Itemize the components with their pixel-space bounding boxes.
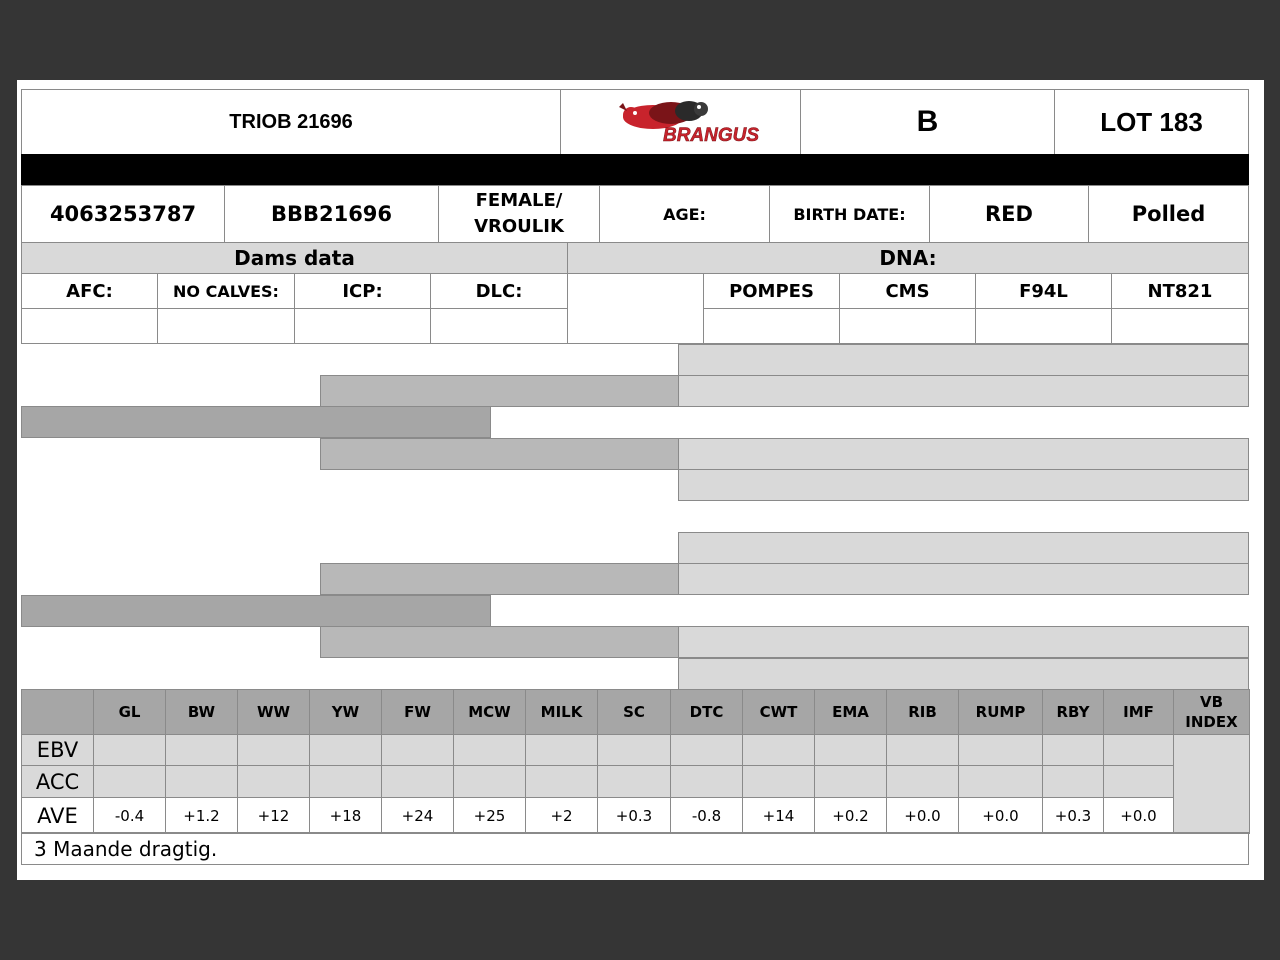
afc-label: AFC:: [66, 280, 113, 302]
pedigree-gd-2: [320, 626, 679, 658]
ebv-ave-rump-text: +0.0: [982, 806, 1019, 825]
ebv-ave-yw-text: +18: [329, 806, 362, 825]
lot-card: [17, 80, 1264, 880]
ebv-ave-rump: [958, 797, 1043, 834]
dams-value-icp: [294, 308, 431, 344]
ebv-acc-yw: [309, 765, 382, 798]
ebv-header-rump-text: RUMP: [975, 703, 1026, 721]
ebv-row-label-ave: [21, 797, 94, 834]
ebv-ave-bw-text: +1.2: [183, 806, 220, 825]
ebv-ave-sc-text: +0.3: [615, 806, 653, 825]
ebv-ebv-cwt: [742, 734, 815, 766]
ebv-ave-ww: [237, 797, 310, 834]
animal-name: [21, 89, 561, 155]
ebv-ave-mcw: [453, 797, 526, 834]
ebv-header-rib: [886, 689, 959, 735]
tattoo-text: BBB21696: [270, 202, 393, 226]
ebv-ebv-fw: [381, 734, 454, 766]
ebv-ebv-milk: [525, 734, 598, 766]
ebv-ave-gl: [93, 797, 166, 834]
ebv-header-yw-text: YW: [331, 703, 360, 721]
dams-value-afc: [21, 308, 158, 344]
ebv-acc-rby: [1042, 765, 1104, 798]
breed-logo: [560, 89, 801, 155]
ebv-ave-milk: [525, 797, 598, 834]
animal-name-text: TRIOB 21696: [229, 110, 353, 133]
ebv-ebv-yw: [309, 734, 382, 766]
pedigree-gs-2: [320, 563, 679, 595]
dna-title-text: DNA:: [879, 246, 937, 270]
f94l-label: F94L: [1019, 280, 1068, 302]
ebv-acc-sc: [597, 765, 671, 798]
lot-number-text: LOT 183: [1100, 106, 1203, 137]
ebv-acc-imf: [1103, 765, 1174, 798]
ebv-ave-dtc-text: -0.8: [691, 806, 722, 825]
dna-col-pompes: [703, 273, 840, 309]
grade: [800, 89, 1055, 155]
ebv-header-rby: [1042, 689, 1104, 735]
ebv-header-gl-text: GL: [118, 703, 141, 721]
colour: [929, 185, 1089, 243]
ebv-header-milk-text: MILK: [540, 703, 583, 721]
dna-value-nt821: [1111, 308, 1249, 344]
ebv-acc-rib: [886, 765, 959, 798]
ebv-acc-cwt: [742, 765, 815, 798]
ebv-ebv-gl: [93, 734, 166, 766]
ebv-header-rib-text: RIB: [908, 703, 937, 721]
pedigree-sire: [21, 406, 491, 438]
ebv-ebv-imf: [1103, 734, 1174, 766]
birth-date-label-text: BIRTH DATE:: [793, 204, 906, 224]
ebv-ebv-dtc: [670, 734, 743, 766]
dams-value-no-calves: [157, 308, 295, 344]
ebv-header-ww-text: WW: [256, 703, 291, 721]
ebv-ebv-mcw: [453, 734, 526, 766]
dna-col-f94l: [975, 273, 1112, 309]
tattoo: [224, 185, 439, 243]
dams-col-afc: [21, 273, 158, 309]
dams-col-icp: [294, 273, 431, 309]
cattle-logo-icon: [601, 95, 761, 149]
ebv-acc-ema: [814, 765, 887, 798]
ebv-acc-bw: [165, 765, 238, 798]
ebv-header-yw: [309, 689, 382, 735]
dna-title: [567, 242, 1249, 274]
id-number-text: 4063253787: [49, 202, 197, 226]
ebv-ave-bw: [165, 797, 238, 834]
ebv-ave-cwt-text: +14: [762, 806, 795, 825]
ebv-header-rump: [958, 689, 1043, 735]
ebv-ave-rib-text: +0.0: [904, 806, 941, 825]
ebv-ave-ww-text: +12: [257, 806, 290, 825]
ebv-header-rby-text: RBY: [1056, 703, 1090, 721]
ebv-ebv-sc: [597, 734, 671, 766]
ebv-header-bw-text: BW: [187, 703, 216, 721]
ebv-acc-fw: [381, 765, 454, 798]
dams-col-dlc: [430, 273, 568, 309]
id-number: [21, 185, 225, 243]
icp-label: ICP:: [342, 280, 383, 302]
horn-status-text: Polled: [1131, 202, 1206, 226]
pedigree-ggd-1: [678, 375, 1249, 407]
black-divider: [21, 154, 1249, 186]
dams-col-no-calves: [157, 273, 295, 309]
ebv-ave-fw-text: +24: [401, 806, 434, 825]
ebv-ave-milk-text: +2: [550, 806, 573, 825]
pedigree-ggd-2: [678, 469, 1249, 501]
ebv-acc-gl: [93, 765, 166, 798]
dlc-label: DLC:: [475, 280, 523, 302]
ebv-ave-yw: [309, 797, 382, 834]
ebv-header-fw: [381, 689, 454, 735]
dams-title-text: Dams data: [234, 246, 355, 270]
logo-text: BRANGUS: [662, 125, 759, 146]
pedigree-gs-1: [320, 375, 679, 407]
age-label-text: AGE:: [663, 204, 706, 224]
vb-index-header: [1173, 689, 1250, 735]
ebv-ebv-bw: [165, 734, 238, 766]
vb-index-header-text: VB INDEX: [1185, 693, 1238, 731]
pedigree-ggd-4: [678, 658, 1249, 690]
ebv-header-mcw-text: MCW: [468, 703, 511, 721]
ebv-ave-dtc: [670, 797, 743, 834]
dna-value-pompes: [703, 308, 840, 344]
ebv-header-bw: [165, 689, 238, 735]
ebv-ave-sc: [597, 797, 671, 834]
ebv-header-cwt-text: CWT: [759, 703, 798, 721]
ebv-acc-dtc: [670, 765, 743, 798]
remarks-text: 3 Maande dragtig.: [34, 836, 218, 861]
age-label: [599, 185, 770, 243]
ebv-row-label-acc-text: ACC: [35, 769, 80, 794]
ebv-row-label-ebv-text: EBV: [36, 738, 79, 762]
ebv-row-label-acc: [21, 765, 94, 798]
pedigree-ggs-2: [678, 438, 1249, 470]
ebv-ave-gl-text: -0.4: [114, 806, 145, 825]
ebv-ebv-rump: [958, 734, 1043, 766]
ebv-corner: [21, 689, 94, 735]
remarks: [21, 832, 1249, 865]
ebv-header-sc-text: SC: [623, 703, 645, 721]
ebv-row-label-ave-text: AVE: [37, 803, 78, 828]
dams-value-dlc: [430, 308, 568, 344]
ebv-acc-rump: [958, 765, 1043, 798]
lot-number: [1054, 89, 1249, 155]
ebv-ave-rby-text: +0.3: [1054, 806, 1092, 825]
dna-value-f94l: [975, 308, 1112, 344]
ebv-ave-rby: [1042, 797, 1104, 834]
ebv-header-imf: [1103, 689, 1174, 735]
nt821-label: NT821: [1147, 280, 1213, 302]
ebv-ave-imf: [1103, 797, 1174, 834]
pedigree-ggd-3: [678, 563, 1249, 595]
pompes-label: POMPES: [729, 280, 814, 302]
pedigree-ggs-3: [678, 532, 1249, 564]
ebv-header-ww: [237, 689, 310, 735]
ebv-row-label-ebv: [21, 734, 94, 766]
horn-status: [1088, 185, 1249, 243]
ebv-ave-ema-text: +0.2: [832, 806, 869, 825]
no-calves-label: NO CALVES:: [173, 281, 279, 301]
ebv-header-ema: [814, 689, 887, 735]
ebv-header-imf-text: IMF: [1123, 703, 1154, 721]
ebv-ebv-rby: [1042, 734, 1104, 766]
ebv-ave-ema: [814, 797, 887, 834]
ebv-header-sc: [597, 689, 671, 735]
ebv-acc-ww: [237, 765, 310, 798]
ebv-ave-mcw-text: +25: [473, 806, 506, 825]
pedigree-ggs-4: [678, 626, 1249, 658]
ebv-ebv-ema: [814, 734, 887, 766]
sex-text: FEMALE/ VROULIK: [474, 190, 564, 237]
colour-text: RED: [985, 202, 1033, 226]
pedigree-gd-1: [320, 438, 679, 470]
dna-blank: [567, 273, 704, 344]
dna-value-cms: [839, 308, 976, 344]
ebv-header-fw-text: FW: [404, 703, 431, 721]
cms-label: CMS: [885, 280, 930, 302]
ebv-ave-fw: [381, 797, 454, 834]
dna-col-cms: [839, 273, 976, 309]
ebv-ebv-rib: [886, 734, 959, 766]
pedigree-ggs-1: [678, 344, 1249, 376]
dams-data-title: [21, 242, 568, 274]
ebv-header-gl: [93, 689, 166, 735]
ebv-acc-mcw: [453, 765, 526, 798]
ebv-table: [21, 689, 1249, 833]
ebv-ave-cwt: [742, 797, 815, 834]
ebv-ave-rib: [886, 797, 959, 834]
ebv-header-dtc-text: DTC: [689, 703, 724, 721]
pedigree-dam: [21, 595, 491, 627]
ebv-header-cwt: [742, 689, 815, 735]
dna-col-nt821: [1111, 273, 1249, 309]
ebv-ave-imf-text: +0.0: [1120, 806, 1157, 825]
ebv-header-mcw: [453, 689, 526, 735]
grade-text: B: [916, 105, 939, 138]
ebv-acc-milk: [525, 765, 598, 798]
ebv-header-milk: [525, 689, 598, 735]
ebv-header-ema-text: EMA: [832, 703, 869, 721]
birth-date-label: [769, 185, 930, 243]
ebv-ebv-ww: [237, 734, 310, 766]
vb-index-value: [1173, 734, 1250, 834]
ebv-header-dtc: [670, 689, 743, 735]
sex: [438, 185, 600, 243]
